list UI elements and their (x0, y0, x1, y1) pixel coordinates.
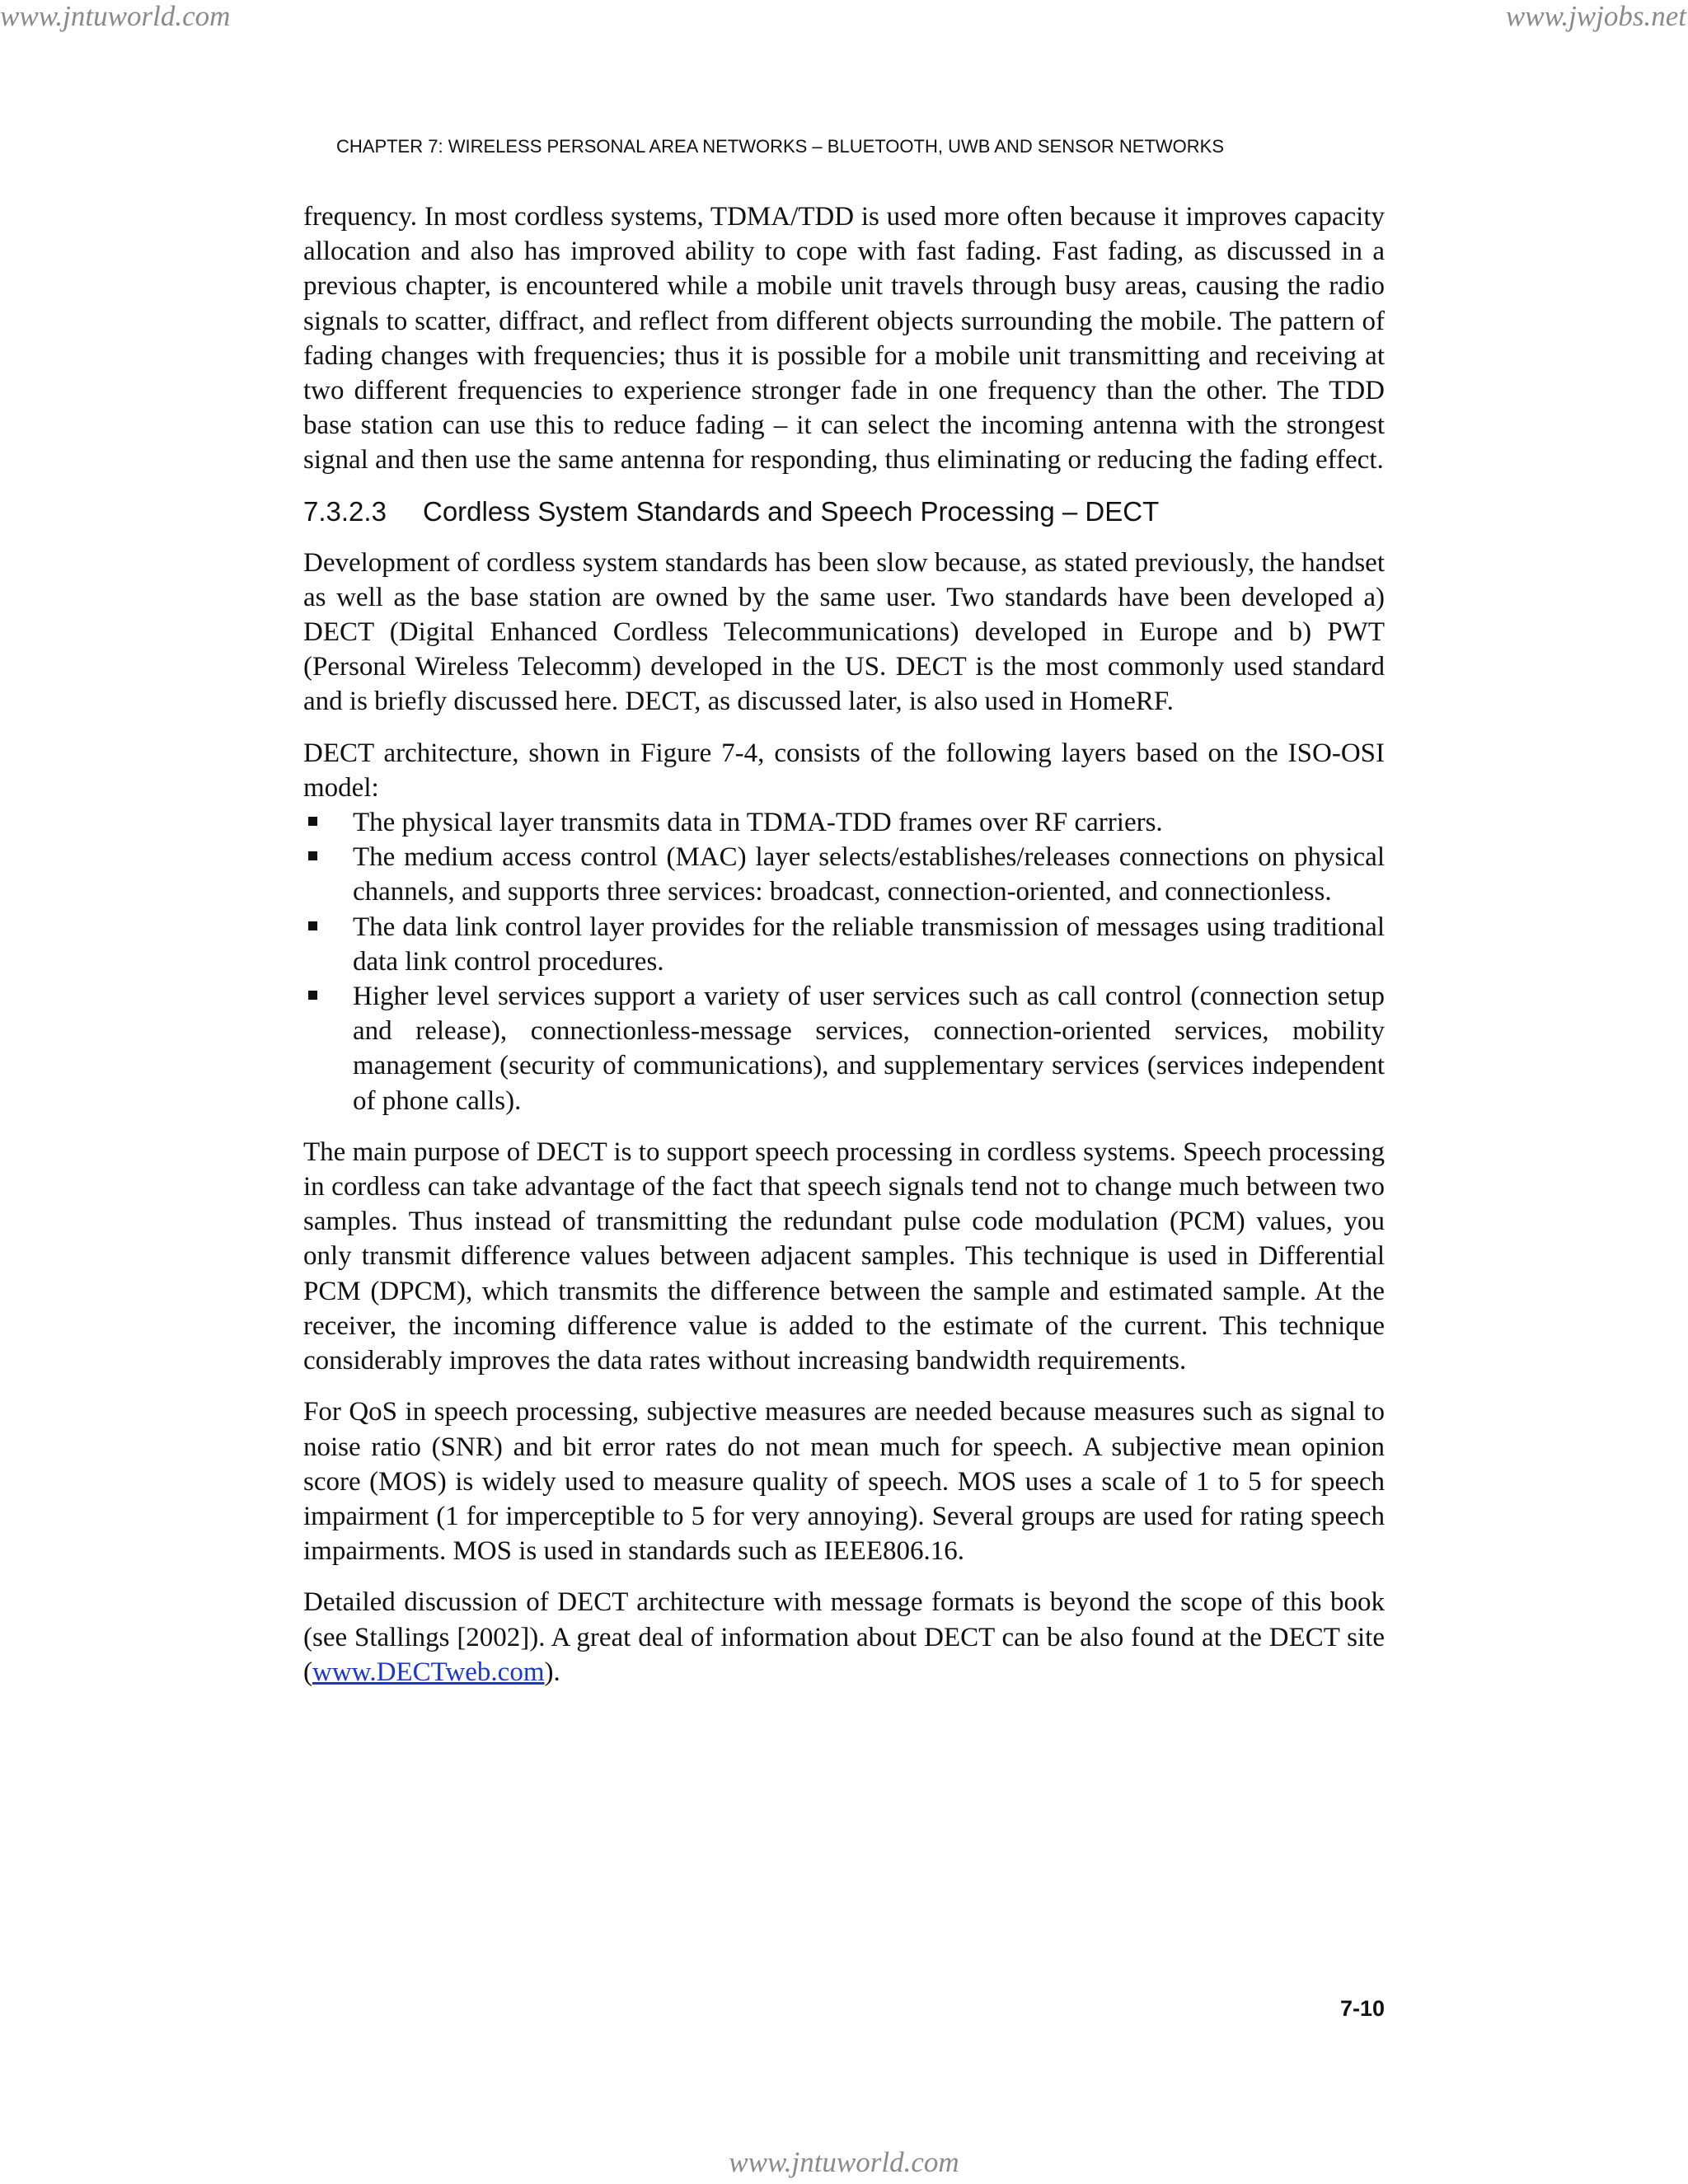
list-item (303, 805, 1385, 840)
section-number: 7.3.2.3 (303, 495, 387, 527)
list-item-text: The medium access control (MAC) layer selects/establishes/releases connections on physical channels, and supports three services: broadcast, connection-oriented, and connectionless. (353, 842, 1385, 907)
running-header: CHAPTER 7: WIRELESS PERSONAL AREA NETWORKS – BLUETOOTH, UWB AND SENSOR NETWORKS (336, 136, 1224, 157)
list-item (303, 840, 1385, 909)
list-item (303, 979, 1385, 1118)
bullet-square-icon (308, 851, 317, 860)
bullet-square-icon (308, 921, 317, 930)
list-item-text: The physical layer transmits data in TDMA-TDD frames over RF carriers. (353, 808, 1163, 838)
paragraph-qos: For QoS in speech processing, subjective measures are needed because measures such as signal to noise ratio (SNR) and bit error rates do not mean much for speech. A subjective mean opinion score (MOS) is widely used to measure quality of speech. MOS uses a scale of 1 to 5 for speech impairment (1 for imperceptible to 5 for very annoying). Several groups are used for rating speech impairments. MOS is used in standards such as IEEE806.16. (303, 1397, 1385, 1567)
paragraph-architecture-intro: DECT architecture, shown in Figure 7-4, consists of the following layers based on the ISO-OSI model: (303, 738, 1385, 803)
watermark-top-left: www.jntuworld.com (0, 0, 231, 32)
layer-list (303, 805, 1385, 1118)
paragraph-closing (303, 1585, 1385, 1690)
page-number: 7-10 (1339, 1996, 1385, 2021)
section-heading (303, 494, 1385, 529)
section-title: Cordless System Standards and Speech Processing – DECT (423, 495, 1160, 527)
page-body (303, 199, 1385, 1706)
closing-text-end: ). (544, 1657, 560, 1687)
watermark-top-right: www.jwjobs.net (1505, 0, 1686, 32)
bullet-square-icon (308, 991, 317, 1000)
list-item (303, 910, 1385, 979)
paragraph-speech: The main purpose of DECT is to support speech processing in cordless systems. Speech processing in cordless can take advantage of the fact that speech signals tend not to change much between two samples. Thus instead of transmitting the redundant pulse code modulation (PCM) values, you only transmit difference values between adjacent samples. This technique is used in Differential PCM (DPCM), which transmits the difference between the sample and estimated sample. At the receiver, the incoming difference value is added to the estimate of the current. This technique considerably improves the data rates without increasing bandwidth requirements. (303, 1137, 1385, 1376)
list-item-text: The data link control layer provides for the reliable transmission of messages using traditional data link control procedures. (353, 912, 1385, 977)
bullet-square-icon (308, 817, 317, 826)
list-item-text: Higher level services support a variety of user services such as call control (connection setup and release), connectionless-message services, connection-oriented services, mobility management (security of communications), and supplementary services (services independent of phone calls). (353, 982, 1385, 1116)
paragraph-standards: Development of cordless system standards has been slow because, as stated previously, the handset as well as the base station are owned by the same user. Two standards have been developed a) DECT (Digital Enhanced Cordless Telecommunications) developed in Europe and b) PWT (Personal Wireless Telecomm) developed in the US. DECT is the most commonly used standard and is briefly discussed here. DECT, as discussed later, is also used in HomeRF. (303, 547, 1385, 717)
closing-text: Detailed discussion of DECT architecture with message formats is beyond the scope of this book (see Stallings [2002]). A great deal of information about DECT can be also found at the DECT site ( (303, 1587, 1385, 1687)
intro-paragraph: frequency. In most cordless systems, TDMA/TDD is used more often because it improves capacity allocation and also has improved ability to cope with fast fading. Fast fading, as discussed in a previous chapter, is encountered while a mobile unit travels through busy areas, causing the radio signals to scatter, diffract, and reflect from different objects surrounding the mobile. The pattern of fading changes with frequencies; thus it is possible for a mobile unit transmitting and receiving at two different frequencies to experience stronger fade in one frequency than the other. The TDD base station can use this to reduce fading – it can select the incoming antenna with the strongest signal and then use the same antenna for responding, thus eliminating or reducing the fading effect. (303, 202, 1385, 476)
dectweb-link[interactable]: www.DECTweb.com (312, 1657, 545, 1687)
watermark-bottom: www.jntuworld.com (729, 2146, 959, 2178)
